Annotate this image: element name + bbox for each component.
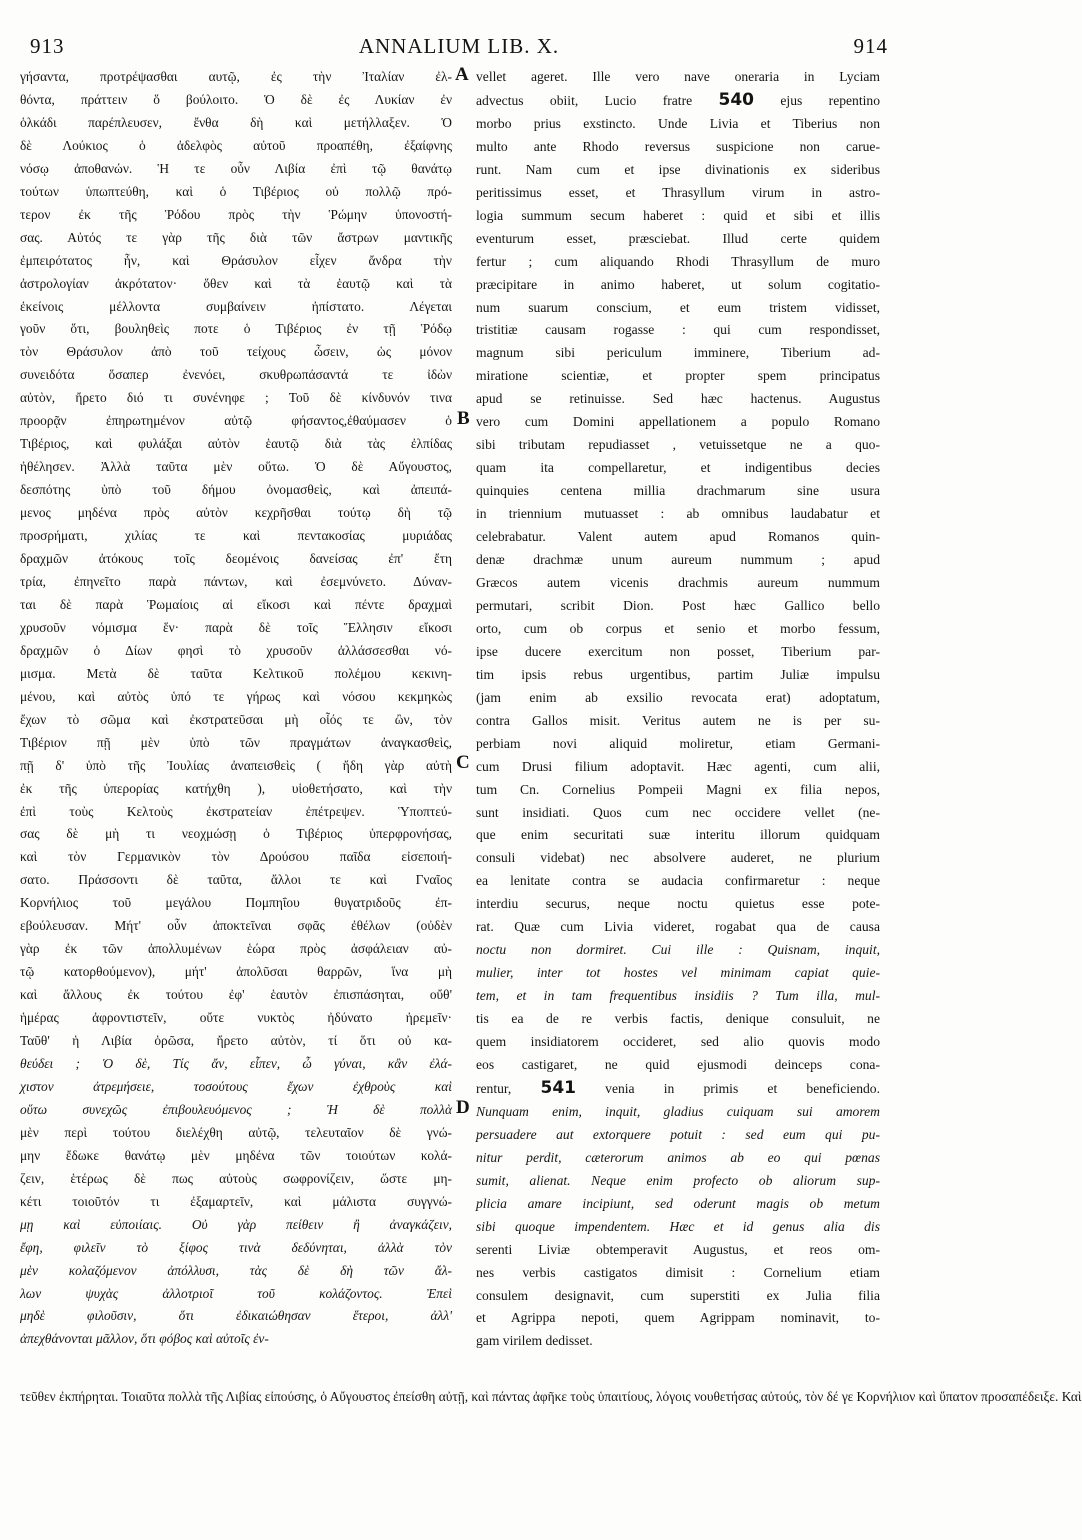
greek-text-line: δὲ Λούκιος ὁ ἀδελφὸς αὐτοῦ προαπέθη, ἐξαίφνης — [20, 137, 452, 153]
latin-text-line: et Agrippa nepoti, quem Agrippam nominavit, to- — [476, 1310, 880, 1326]
greek-text-line: συνειδότα ὅσαπερ ἐνενόει, σκυθρωπάσαντά τε ἰδὼν — [20, 367, 452, 383]
marginal-number: 541 — [540, 1077, 576, 1098]
latin-text-line: rentur, 541 venia in primis et beneficiendo. — [476, 1077, 880, 1098]
latin-text-line: ipse ducere exercitum non posset, Tiberium par- — [476, 643, 880, 659]
greek-text-line: Ταῦθ' ἡ Λιβία ὁρῶσα, ἤρετο αὐτὸν, τί ὅτι οὐ κα- — [20, 1033, 452, 1049]
latin-text-line: peritissimus esset, et Thrasyllum virum in astro- — [476, 184, 880, 200]
greek-text-line: ἀπεχθάνονται μᾶλλον, ὅτι φόβος καὶ αὐτοῖς ἐν- — [20, 1331, 269, 1347]
latin-text-line: tim ipsis rebus urgentibus, partim Juliæ impulsu — [476, 666, 880, 682]
greek-text-line: ται δὲ παρὰ Ῥωμαίοις αἱ εἴκοσι καὶ πέντε δραχμαὶ — [20, 596, 452, 612]
greek-text-line: ὁλκάδι παρέπλευσεν, ἔνθα δὴ καὶ μετήλλαξεν. Ὁ — [20, 114, 452, 130]
latin-text-line: miratione scientiæ, et propter spem principatus — [476, 368, 880, 384]
greek-text-line: γὰρ ἐκ τῶν ἀπολλυμένων ἑώρα πρὸς ἀσφάλειαν αὐ- — [20, 941, 452, 957]
greek-text-line: καὶ ἄλλους ἐκ τούτου ἐφ' ἑαυτὸν ἐπισπάσηται, οὔθ' — [20, 987, 452, 1003]
latin-text-line: quam ita compellaretur, et indigentibus decies — [476, 460, 880, 476]
greek-text-line: ἠθέλησεν. Ἀλλὰ ταῦτα μὲν οὕτω. Ὁ δὲ Αὔγουστος, — [20, 459, 452, 475]
greek-text-line: ἡμέρας ἀφροντιστεῖν, οὔτε νυκτὸς ἠδύνατο ἠρεμεῖν· — [20, 1010, 452, 1026]
latin-text-line: persuadere aut extorquere potuit : sed eum qui pu- — [476, 1126, 880, 1142]
latin-text-line: tristitiæ causam rogasse : qui cum respondisset, — [476, 322, 880, 338]
latin-text-line: celebrabatur. Valent autem apud Romanos quin- — [476, 529, 880, 545]
left-page-number: 913 — [30, 34, 65, 58]
greek-text-line: Κορνήλιος τοῦ μεγάλου Πομπηΐου θυγατριδοῦς ἐπ- — [20, 895, 452, 911]
marginal-number: 540 — [718, 89, 755, 110]
latin-text-line: denæ drachmæ unum aureum nummum ; apud — [476, 552, 880, 568]
latin-text-line: tis ea de re verbis factis, denique consuluit, ne — [476, 1011, 880, 1027]
latin-text-line: eventurum esset, præsciebat. Illud certe quidem — [476, 230, 880, 246]
greek-column — [20, 66, 452, 1351]
greek-text-line: λων ψυχὰς ἀλλοτριοῖ τοῦ κολάζοντος. Ἐπεὶ — [20, 1285, 452, 1301]
greek-text-line: Τιβέριον πῇ μὲν ὑπὸ τῶν πραγμάτων ἀναγκασθεὶς, — [20, 734, 452, 750]
latin-text-line: cum Drusi filium adoptavit. Hæc agenti, cum alii, — [476, 758, 880, 774]
greek-text-line: ἔχων τὸ σῶμα καὶ ἐκστρατεῦσαι μὴ οἷός τε ὢν, τὸν — [20, 711, 452, 727]
latin-text-line: interdiu securus, neque noctu quietus esse pote- — [476, 896, 880, 912]
latin-text-line: contra Gallos misit. Veritus autem ne is per su- — [476, 712, 880, 728]
greek-text-line: θόντα, πράττειν ὅ βούλοιτο. Ὁ δὲ ἐς Λυκίαν ἐν — [20, 91, 452, 107]
greek-text-line: ἐμπειρότατος ἦν, καὶ Θράσυλον εἶχεν ἄνδρα τὴν — [20, 252, 452, 268]
latin-text-line: gam virilem dedisset. — [476, 1333, 593, 1349]
latin-text-line: runt. Nam cum et ipse divinationis ex sideribus — [476, 161, 880, 177]
greek-text-line: μην ἔδωκε θανάτῳ μὲν μηδένα τῶν τοιούτων κολά- — [20, 1147, 452, 1163]
latin-text-line: (jam enim ab exsilio revocata erat) adoptatum, — [476, 689, 880, 705]
greek-text-line: τρία, ἐπηνεῖτο παρὰ πάντων, καὶ ἐσεμνύνετο. Δύναν- — [20, 573, 452, 589]
greek-text-line: σας. Αὐτός τε γὰρ τῆς διὰ τῶν ἄστρων μαντικῆς — [20, 229, 452, 245]
greek-text-line: εβούλευσαν. Μήτ' οὖν ἀποκτεῖναι σφᾶς ἐθέλων (οὐδὲν — [20, 918, 452, 934]
latin-text-line: consuli videbat) nec absolvere auderet, ne plurium — [476, 850, 880, 866]
latin-text-line: eos castigaret, ne quid ejusmodi deinceps cona- — [476, 1056, 880, 1072]
greek-text-line: ζειν, ἑτέρως δὲ πως αὐτοὺς σωφρονίζειν, ὥστε μη- — [20, 1170, 452, 1186]
greek-text-line: ἔφη, φιλεῖν τὸ ξίφος τινὰ δεδύνηται, ἀλλὰ τὸν — [20, 1239, 452, 1255]
greek-text-line: χρυσοῦν νόμισμα ἕν· παρὰ δὲ τοῖς Ἕλλησιν εἴκοσι — [20, 619, 452, 635]
latin-text-line: plicia amare incipiunt, sed oderunt magis ob metum — [476, 1195, 880, 1211]
section-marker-c: C — [456, 752, 470, 773]
bottom-full-width-line: τεῦθεν ἐκπήρηται. Τοιαῦτα πολλὰ τῆς Λιβίας εἰπούσης, ὁ Αὔγουστος ἐπείσθη αὐτῇ, καὶ πάντας ἀφῆκε τοὺς ὑπαιτίους, λόγοις νουθετήσας αὐτούς, τὸν δέ γε Κορνήλιον καὶ ὕπατον προσαπέδειξε. Καὶ — [20, 1389, 1082, 1404]
latin-text-line: vero cum Domini appellationem a populo Romano — [476, 414, 880, 430]
latin-text-line: permutari, scribit Dion. Post hæc Gallico bello — [476, 597, 880, 613]
greek-text-line: δραχμῶν ὁ Δίων φησὶ τὸ χρυσοῦν ἀλλάσσεσθαι νό- — [20, 642, 452, 658]
latin-text-line: multo ante Rhodo reversus suspicione non carue- — [476, 138, 880, 154]
greek-text-line: προσρήματι, χιλίας τε καὶ πεντακοσίας μυριάδας — [20, 528, 452, 544]
greek-text-line: ἀστρολογίαν ἀκρότατον· ὅθεν καὶ τὰ ἑαυτῷ καὶ τὰ — [20, 275, 452, 291]
latin-text-line: sibi quoque impendentem. Hæc et id genus alia dis — [476, 1218, 880, 1234]
latin-column — [476, 66, 880, 1353]
latin-text-line: sumit, alienat. Neque enim profecto ob aliorum sup- — [476, 1172, 880, 1188]
latin-text-line: serenti Liviæ obtemperavit Augustus, et reos om- — [476, 1241, 880, 1257]
greek-text-line: δραχμῶν ἀτόκους τοῖς δεομένοις δανείσας ἐπ' ἔτη — [20, 551, 452, 567]
greek-text-line: μὲν κολαζόμενον ἀπόλλυσι, τὰς δὲ δὴ τῶν ἄλ- — [20, 1262, 452, 1278]
latin-text-line: consulem designavit, cum superstiti ex Julia filia — [476, 1287, 880, 1303]
greek-text-line: αὐτὸν, ἤρετο διό τι συνένηφε ; Τοῦ δὲ κίνδυνόν τινα — [20, 390, 452, 406]
greek-text-line: προορᾷν ἐπηρωτημένον αὐτῷ φήσαντος,ἐθαύμασεν ὁ — [20, 413, 452, 429]
greek-text-line: μηδὲ φιλοῦσιν, ὅτι ἐδικαιώθησαν ἕτεροι, ἀλλ' — [20, 1308, 452, 1324]
greek-text-line: μισμα. Μετὰ δὲ ταῦτα Κελτικοῦ πολέμου κεκινη- — [20, 665, 452, 681]
latin-text-line: fertur ; cum aliquando Rhodi Thrasyllum de muro — [476, 253, 880, 269]
greek-text-line: πῇ δ' ὑπὸ τῆς Ἰουλίας ἀναπεισθεὶς ( ἤδη γὰρ αὐτὴ — [20, 757, 452, 773]
greek-text-line: μὲν περὶ τούτου διελέχθη αὐτῷ, τελευταῖον δὲ γνώ- — [20, 1124, 452, 1140]
latin-text-line: advectus obiit, Lucio fratre 540 ejus repentino — [476, 89, 880, 110]
greek-text-line: τούτων ὑπωπτεύθη, καὶ ὁ Τιβέριος οὐ πολλῷ πρό- — [20, 183, 452, 199]
latin-text-line: vellet ageret. Ille vero nave oneraria in Lyciam — [476, 69, 880, 84]
latin-text-line: nitur perdit, cæterorum animos ab eo qui pœnas — [476, 1149, 880, 1165]
latin-text-line: sibi tributam repudiasset , vetuissetque ne a quo- — [476, 437, 880, 453]
greek-text-line: οὕτω συνεχῶς ἐπιβουλευόμενος ; Ἡ δὲ πολλὰ — [20, 1101, 452, 1117]
section-marker-a: A — [455, 64, 469, 85]
greek-text-line: ἐπὶ τοὺς Κελτοὺς ἐκστρατείαν ἐπέτρεψεν. Ὑποπτεύ- — [20, 803, 452, 819]
latin-text-line: mulier, inter tot hostes vel minimam capiat quie- — [476, 965, 880, 981]
greek-text-line: γήσαντα, προτρέψασθαι αυτῷ, ἐς τὴν Ἰταλίαν ἐλ- — [20, 69, 452, 84]
latin-text-line: num suarum conscium, et eum tristem vidisset, — [476, 299, 880, 315]
latin-text-line: quem insidiatorem occideret, sed alio quovis modo — [476, 1034, 880, 1050]
greek-text-line: ἐκ τῆς ὑπερορίας κατήχθη ), υἱοθετήσατο, καὶ τὴν — [20, 780, 452, 796]
latin-text-line: præcipitare in animo haberet, ut solum cogitatio- — [476, 276, 880, 292]
latin-text-line: apud se retinuisse. Sed hæc hactenus. Augustus — [476, 391, 880, 407]
greek-text-line: τερον ἐκ τῆς Ῥόδου πρὸς τὴν Ῥώμην ὑπονοστή- — [20, 206, 452, 222]
latin-text-line: tum Cn. Cornelius Pompeii Magni ex filia nepos, — [476, 781, 880, 797]
latin-text-line: rat. Quæ cum Livia videret, rogabat qua de causa — [476, 919, 880, 935]
latin-text-line: in triennium mutuasset : ab omnibus laudabatur et — [476, 506, 880, 522]
greek-text-line: δεσπότης ὑπὸ τοῦ δήμου ὀνομασθεὶς, καὶ ἀπειπά- — [20, 482, 452, 498]
latin-text-line: tem, et in tam frequentibus insidiis ? Tum illa, mul- — [476, 988, 880, 1004]
latin-text-line: noctu non dormiret. Cui ille : Quisnam, inquit, — [476, 942, 880, 958]
latin-text-line: logia summum secum haberet : quid et sibi et illis — [476, 207, 880, 223]
latin-text-line: magnum sibi periculum imminere, Tiberium ad- — [476, 345, 880, 361]
latin-text-line: ea lenitate contra se audacia confirmaretur : neque — [476, 873, 880, 889]
greek-text-line: κέτι τοιοῦτόν τι ἐξαμαρτεῖν, καὶ μάλιστα συγγνώ- — [20, 1193, 452, 1209]
greek-text-line: χιστον ἀτρεμήσειε, τοσούτους ἔχων ἐχθροὺς καὶ — [20, 1078, 452, 1094]
greek-text-line: γοῦν ὅτι, βουληθεὶς ποτε ὁ Τιβέριος ἐν τῇ Ῥόδῳ — [20, 321, 452, 337]
latin-text-line: orto, cum ob corpus et senio et morbo fessum, — [476, 620, 880, 636]
latin-text-line: que enim securitati suæ interitu illorum quidquam — [476, 827, 880, 843]
greek-text-line: σατο. Πράσσοντι δὲ ταῦτα, ἄλλοι τε καὶ Γναῖος — [20, 872, 452, 888]
greek-text-line: ἐκείνοις μέλλοντα συμβαίνειν ἠπίστατο. Λέγεται — [20, 298, 452, 314]
section-marker-d: D — [456, 1097, 470, 1118]
latin-text-line: Nunquam enim, inquit, gladius cuiquam sui amorem — [476, 1103, 880, 1119]
greek-text-line: νόσῳ ἀποθανών. Ἡ τε οὖν Λιβία ἐπὶ τῷ θανάτῳ — [20, 160, 452, 176]
running-title: ANNALIUM LIB. X. — [358, 34, 560, 58]
latin-text-line: sunt insidiati. Quos cum nec occidere vellet (ne- — [476, 804, 880, 820]
greek-text-line: θεύδει ; Ὁ δὲ, Τίς ἄν, εἶπεν, ὦ γύναι, κἂν ἐλά- — [20, 1055, 452, 1071]
latin-text-line: morbo prius exstincto. Unde Livia et Tiberius non — [476, 115, 880, 131]
greek-text-line: μενος μηδένα πρὸς αὐτὸν κεχρῆσθαι τούτῳ δὴ τῷ — [20, 505, 452, 521]
greek-text-line: τὸν Θράσυλον ἀπὸ τοῦ τείχους ὦσειν, ὡς μόνον — [20, 344, 452, 360]
latin-text-line: Græcos autem vicenis drachmis aureum nummum — [476, 574, 880, 590]
greek-text-line: μῃ καὶ εὐποιίαις. Οὐ γὰρ πείθειν ἢ ἀναγκάζειν, — [20, 1216, 452, 1232]
latin-text-line: quinquies centena millia drachmarum sine usura — [476, 483, 880, 499]
greek-text-line: μένου, καὶ αὐτὸς ὑπό τε γήρως καὶ νόσου κεκμηκὼς — [20, 688, 452, 704]
greek-text-line: σας δὲ μὴ τι νεοχμώσῃ ὁ Τιβέριος ὑπερφρονήσας, — [20, 826, 452, 842]
page-header — [30, 34, 888, 64]
section-marker-b: B — [457, 408, 470, 429]
right-page-number: 914 — [853, 34, 888, 58]
greek-text-line: τῷ κατορθούμενον), μήτ' ἀπολῦσαι θαρρῶν, ἵνα μὴ — [20, 964, 452, 980]
greek-text-line: Τιβέριος, καὶ φυλάξαι αὐτὸν ἑαυτῷ διὰ τὰς ἐλπίδας — [20, 436, 452, 452]
latin-text-line: nes verbis castigatos dimisit : Cornelium etiam — [476, 1264, 880, 1280]
greek-text-line: καὶ τὸν Γερμανικὸν τὸν Δρούσου παῖδα εἰσεποιή- — [20, 849, 452, 865]
latin-text-line: perbiam novi aliquid moliretur, etiam Germani- — [476, 735, 880, 751]
